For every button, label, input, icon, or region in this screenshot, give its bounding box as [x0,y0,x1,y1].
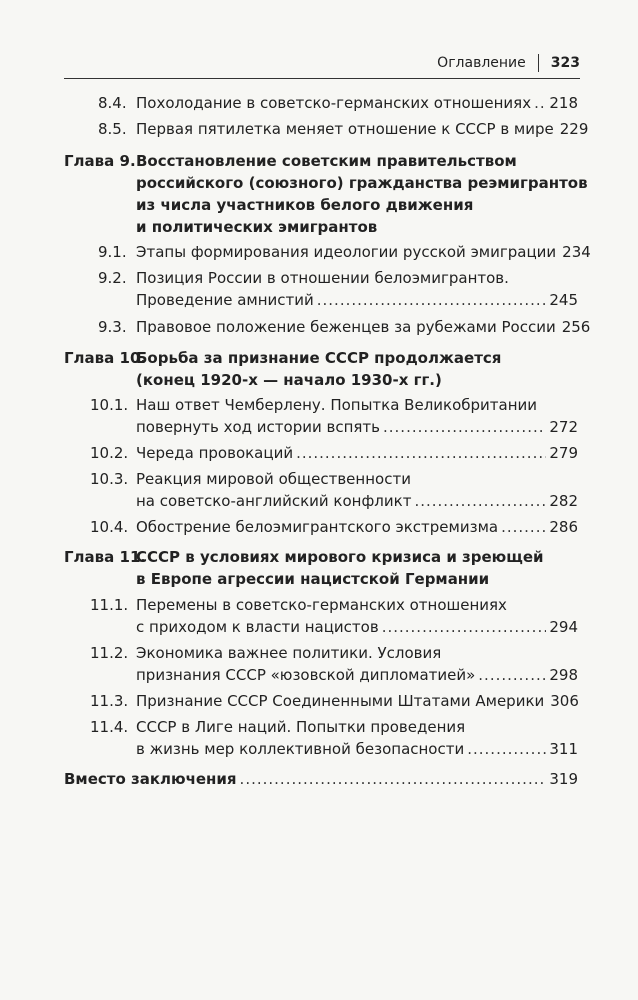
toc-entry-page: 256 [561,318,591,336]
toc-entry-number: 10.4. [90,518,129,536]
toc-entry-title: Правовое положение беженцев за рубежами России [136,318,556,336]
toc-entry-number: 9.1. [98,243,127,261]
toc-entry[interactable] [136,666,578,684]
toc-entry[interactable] [136,418,578,436]
toc-entry-number: 11.1. [90,596,129,614]
toc-entry-title-line[interactable]: Реакция мировой общественности [136,470,411,488]
toc-entry-number: 11.3. [90,692,129,710]
running-header-title: Оглавление [437,55,526,71]
toc-leader-dots [501,518,546,536]
toc-entry-page: 311 [549,740,578,758]
toc-entry-title: Этапы формирования идеологии русской эмиграции [136,243,557,261]
toc-entry-page: 272 [549,418,578,436]
toc-entry-title-line[interactable]: СССР в Лиге наций. Попытки проведения [136,718,466,736]
toc-entry-number: 10.3. [90,470,129,488]
toc-entry-page: 298 [549,666,578,684]
toc-entry[interactable] [136,318,591,336]
toc-entry-title: Череда провокаций [136,444,294,462]
toc-entry-number: 11.4. [90,718,129,736]
chapter-title-line[interactable]: Восстановление советским правительством [136,152,517,170]
chapter-number: Глава 9. [64,152,136,170]
running-header [437,54,580,72]
toc-entry-number: 9.2. [98,269,127,287]
toc-entry-number: 10.2. [90,444,129,462]
toc-entry-title: признания СССР «юзовской дипломатией» [136,666,476,684]
toc-leader-dots [317,291,547,309]
toc-entry[interactable] [136,291,578,309]
toc-entry-title: с приходом к власти нацистов [136,618,379,636]
toc-entry[interactable] [136,692,578,710]
toc-entry-title-line[interactable]: Перемены в советско-германских отношениях [136,596,507,614]
toc-entry-number: 8.5. [98,120,127,138]
toc-entry-page: 319 [549,770,578,788]
toc-entry[interactable] [136,120,589,138]
toc-entry-page: 234 [562,243,591,261]
chapter-title-line[interactable]: российского (союзного) гражданства реэмигрантов [136,174,588,192]
toc-entry-title-line[interactable]: Наш ответ Чемберлену. Попытка Великобритании [136,396,538,414]
toc-entry[interactable] [136,444,578,462]
toc-entry[interactable] [136,740,578,758]
toc-entry-number: 8.4. [98,94,127,112]
header-rule [64,78,580,79]
toc-entry[interactable] [136,618,578,636]
chapter-title-line[interactable]: и политических эмигрантов [136,218,378,236]
toc-entry-page: 306 [550,692,579,710]
chapter-title-line[interactable]: (конец 1920-х — начало 1930-х гг.) [136,371,442,389]
toc-entry-title-line[interactable]: Экономика важнее политики. Условия [136,644,442,662]
toc-leader-dots [414,492,546,510]
toc-entry-title: Проведение амнистий [136,291,314,309]
toc-entry[interactable] [136,492,578,510]
toc-entry-title: Похолодание в советско-германских отношениях [136,94,532,112]
toc-entry-page: 218 [549,94,578,112]
toc-leader-dots [296,444,546,462]
toc-entry-page: 282 [549,492,578,510]
chapter-title-line[interactable]: из числа участников белого движения [136,196,474,214]
toc-entry-page: 245 [549,291,578,309]
toc-entry-page: 286 [549,518,578,536]
toc-entry-page: 229 [559,120,589,138]
toc-entry-number: 11.2. [90,644,129,662]
chapter-title-line[interactable]: СССР в условиях мирового кризиса и зреющей [136,548,544,566]
chapter-title-line[interactable]: Борьба за признание СССР продолжается [136,349,502,367]
toc-entry-title: Вместо заключения [64,770,237,788]
toc-leader-dots [534,94,546,112]
toc-leader-dots [240,770,547,788]
toc-entry[interactable] [136,518,578,536]
toc-entry-number: 10.1. [90,396,129,414]
toc-entry-title: Признание СССР Соединенными Штатами Америки [136,692,545,710]
toc-leader-dots [383,418,546,436]
chapter-title-line[interactable]: в Европе агрессии нацистской Германии [136,570,490,588]
page-number: 323 [550,55,580,71]
toc-leader-dots [467,740,546,758]
header-separator [538,54,539,72]
toc-entry-page: 294 [549,618,578,636]
toc-conclusion[interactable] [64,770,578,788]
toc-leader-dots [382,618,547,636]
chapter-number: Глава 10. [64,349,147,367]
toc-leader-dots [478,666,546,684]
chapter-number: Глава 11. [64,548,147,566]
toc-entry-title: Обострение белоэмигрантского экстремизма [136,518,499,536]
toc-entry[interactable] [136,94,578,112]
toc-entry[interactable] [136,243,591,261]
toc-entry-title: повернуть ход истории вспять [136,418,380,436]
toc-entry-page: 279 [549,444,578,462]
toc-entry-title: на советско-английский конфликт [136,492,412,510]
toc-entry-title-line[interactable]: Позиция России в отношении белоэмигрантов. [136,269,509,287]
toc-entry-title: Первая пятилетка меняет отношение к СССР в мире [136,120,554,138]
toc-entry-number: 9.3. [98,318,127,336]
toc-entry-title: в жизнь мер коллективной безопасности [136,740,465,758]
